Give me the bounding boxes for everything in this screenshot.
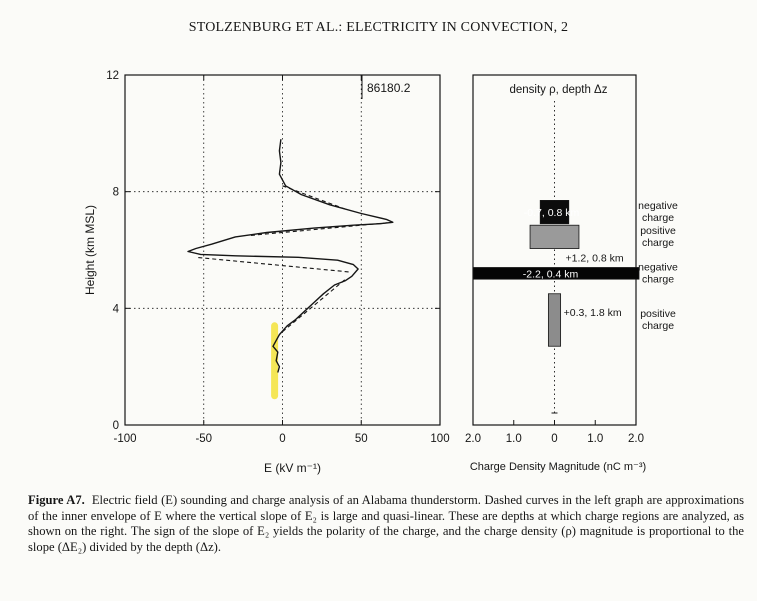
y-tick-label: 0: [112, 420, 119, 432]
y-axis-label: Height (km MSL): [83, 204, 97, 296]
charge-polarity-label: charge: [641, 273, 675, 286]
charge-polarity-label: negative: [638, 200, 678, 213]
bar-value-label: -0.7, 0.8 km: [523, 207, 580, 220]
x-axis-label: E (kV m⁻¹): [264, 461, 321, 475]
sounding-id-label: 86180.2: [367, 81, 411, 95]
bar-value-label: +0.3, 1.8 km: [563, 306, 622, 319]
x-tick-label: 2.0: [628, 433, 644, 445]
efield-sounding-plot: [83, 70, 450, 475]
x-tick-label: 1.0: [505, 433, 522, 445]
charge-analysis-plot: [465, 75, 678, 473]
x-tick-label: 0: [279, 433, 286, 445]
caption-label: Figure A7.: [28, 493, 85, 507]
y-tick-label: 8: [112, 186, 119, 199]
x-tick-label: 0: [551, 433, 558, 445]
positive-charge-bar: [530, 225, 579, 248]
x-tick-label: 50: [354, 433, 368, 445]
caption-text: Electric field (E) sounding and charge analysis of an Alabama thunderstorm. Dashed curves in the left graph are approximations of the inner envelope of E where the vertical slope of E₂ is large and quasi-linear. These are depths at which charge regions are analyzed, as shown on the right. The sign of the slope of E₂ yields the polarity of the charge, and the charge density (ρ) magnitude is proportional to the slope (ΔE₂) divided by the depth (Δz).: [28, 493, 745, 554]
bar-value-label: +1.2, 0.8 km: [565, 252, 624, 265]
x-axis-label: Charge Density Magnitude (nC m⁻³): [469, 461, 647, 473]
positive-charge-bar: [548, 294, 560, 347]
figure-caption: [28, 493, 744, 555]
charge-polarity-label: negative: [638, 261, 678, 274]
charge-polarity-label: positive: [640, 308, 676, 320]
charge-polarity-label: charge: [641, 212, 675, 225]
x-tick-label: 1.0: [587, 433, 604, 445]
running-title: STOLZENBURG ET AL.: ELECTRICITY IN CONVECTION, 2: [188, 20, 569, 35]
charge-polarity-label: charge: [641, 236, 675, 249]
x-tick-label: -100: [113, 433, 137, 445]
bar-value-label: -2.2, 0.4 km: [522, 268, 579, 281]
envelope-dashed-line: [283, 279, 346, 332]
charge-polarity-label: positive: [640, 224, 676, 237]
efield-profile-line: [188, 139, 393, 372]
charge-polarity-label: charge: [641, 320, 675, 332]
envelope-dashed-line: [283, 186, 346, 209]
y-tick-label: 4: [112, 303, 119, 316]
envelope-dashed-line: [251, 222, 393, 235]
panel-title: density ρ, depth Δz: [509, 84, 608, 96]
x-tick-label: -50: [195, 433, 213, 445]
y-tick-label: 12: [106, 70, 119, 82]
x-tick-label: 100: [430, 433, 450, 445]
x-tick-label: 2.0: [465, 433, 481, 445]
